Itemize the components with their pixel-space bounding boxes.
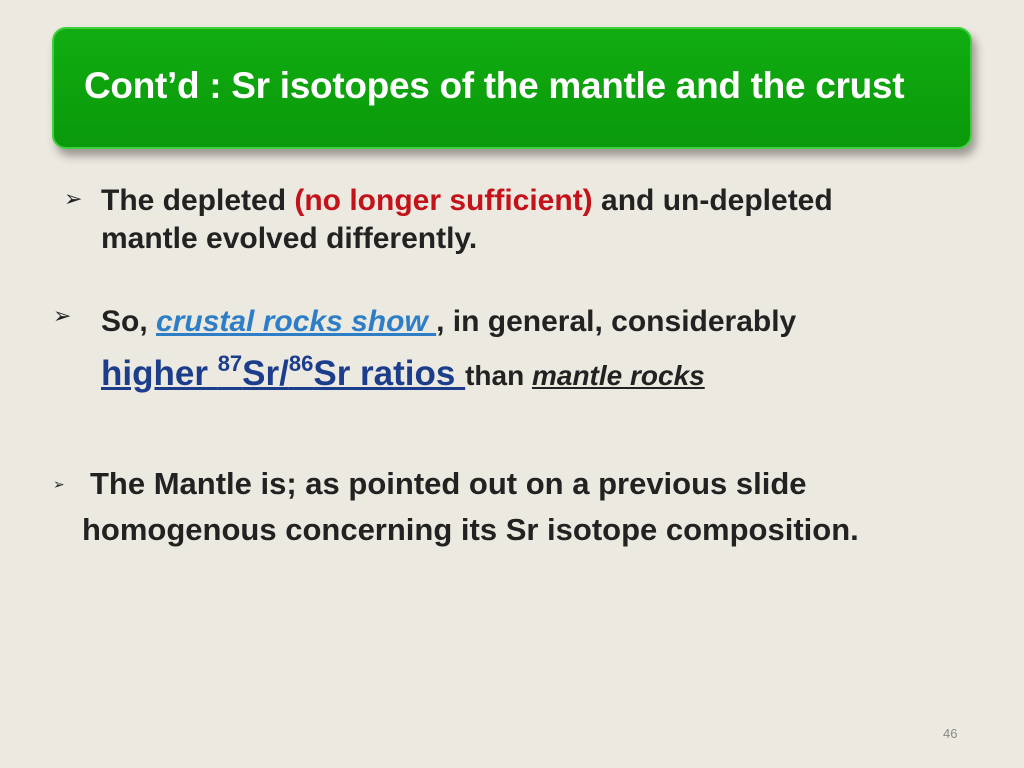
bullet-arrow-icon: ➢ (53, 476, 65, 492)
bullet3-line1: The Mantle is; as pointed out on a previous slide (90, 466, 807, 501)
bullet2-higher: higher (101, 354, 218, 393)
bullet-arrow-icon: ➢ (53, 303, 72, 328)
slide-title: Cont’d : Sr isotopes of the mantle and the crust (84, 65, 905, 106)
bullet1-text-a: The depleted (101, 184, 295, 217)
bullet2-than: than (465, 360, 532, 391)
bullet2-ratios: Sr ratios (313, 354, 466, 393)
title-banner (52, 27, 972, 149)
bullet2-mantle-rocks: mantle rocks (531, 360, 705, 391)
bullet1-red-text: (no longer sufficient) (294, 184, 593, 217)
bullet1-line2: mantle evolved differently. (101, 222, 478, 255)
bullet2-sup87: 87 (217, 351, 243, 376)
bullet-crustal-rocks (101, 296, 1001, 402)
bullet2-ratio-link (101, 351, 466, 393)
bullet2-sr: Sr/ (242, 354, 289, 393)
bullet2-sup86: 86 (288, 351, 314, 376)
bullet2-general: , in general, considerably (436, 305, 797, 338)
bullet3-line2: homogenous concerning its Sr isotope composition. (82, 512, 859, 547)
bullet2-crustal-link: crustal rocks show (156, 305, 437, 338)
page-number: 46 (943, 726, 958, 741)
bullet-arrow-icon: ➢ (64, 186, 83, 211)
bullet1-text-b: and un-depleted (592, 184, 833, 217)
bullet-depleted-mantle (101, 182, 981, 258)
bullet-mantle-homogenous (82, 461, 982, 553)
bullet2-so: So, (101, 305, 157, 338)
